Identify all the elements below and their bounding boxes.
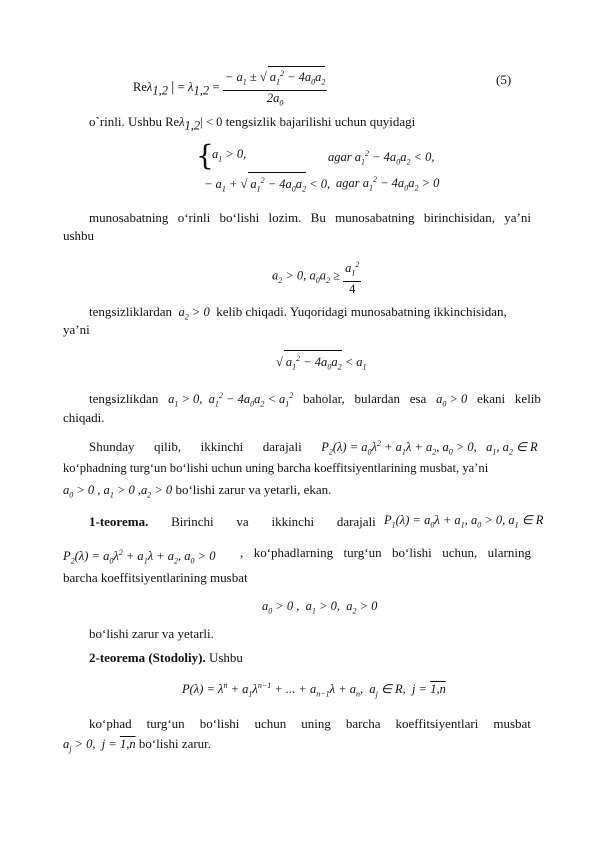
p5-poly: P — [321, 440, 329, 455]
paragraph-2-line-2: ushbu — [63, 228, 95, 243]
radicand-rest: − 4a — [283, 70, 312, 85]
theorem-2-title: 2-teorema (Stodoliy). — [89, 650, 206, 665]
p5-poly-rest: (λ) = a — [332, 440, 368, 455]
theorem-1-line-1 — [89, 514, 376, 530]
word: lozim. — [268, 210, 302, 225]
eq-sqrt-rhs: < a — [341, 355, 363, 370]
system-row-2: − $a_1$ + √ $a_1^2 - 4a_0a_2 < 0$, — [204, 172, 330, 198]
word: o‘rinli — [177, 210, 211, 225]
eq-a2-part2-mid: a — [319, 268, 326, 283]
equation-5: Reλ$_{1,2}$ | = $\lambda_{1,2}$ = $\frac{- a_1 \pm √ a_1^2 - 4a_0a_2}{2a_0}$ — [133, 66, 327, 110]
t1-line2-word: turg‘un — [343, 545, 382, 560]
system-row-1-condition: agar $a_1^2 - 4a_0a_2 < 0$, — [328, 149, 435, 167]
theorem-1-line-5: bo‘lishi zarur va yetarli. — [89, 626, 214, 641]
system-r1-left-rest: > 0, — [222, 147, 247, 161]
system-r2-left-rest: < 0, — [306, 177, 331, 192]
p4-word: kelib — [514, 391, 541, 407]
p5-word: darajali — [262, 439, 302, 455]
p1-after: tengsizlik bajarilishi uchun quyidagi — [222, 114, 416, 129]
t1-line2-word: uchun, — [442, 545, 478, 560]
p5-line3-tail: bo‘lishi zarur va yetarli, ekan. — [172, 482, 332, 497]
eq-sqrt-lhs: a — [285, 355, 293, 370]
t2-word: uning — [301, 716, 331, 731]
p1-inequality: < 0 — [206, 115, 223, 129]
eq-a2-part1: a — [272, 268, 279, 283]
system-r1-left: a — [212, 147, 219, 161]
t1-line2-word: bo‘lishi — [392, 545, 432, 560]
t2-word: turg‘un — [146, 716, 185, 731]
theorem-1-line-2-words — [240, 545, 531, 561]
eq-a2-frac-den: 4 — [349, 281, 356, 296]
paragraph-1: o`rinli. Ushbu Reλ$_{1,2}$| < 0 tengsizlik bajarilishi uchun quyidagi — [89, 114, 416, 133]
p5-word: Shunday — [89, 439, 135, 455]
t1-line2-word: ularning — [487, 545, 531, 560]
p3-rest: kelib chiqadi. Yuqoridagi munosabatning ikkinchisidan, — [216, 304, 507, 319]
paragraph-5-line-1: Shunday qilib, ikkinchi darajali $P_2(\lambda) = a_0\lambda^2 + a_1\lambda + a_2$, $a_0 > 0$, $a_1$, $a_2$ ∈ R — [89, 439, 538, 457]
paragraph-4-line-1: tengsizlikdan $a_1 > 0$, $a_1^2 - 4a_0a_2 < a_1^2$ baholar, bulardan esa $a_0 > 0$ ekani kelib — [89, 391, 541, 409]
theorem-1-line-3: barcha koeffitsiyentlarining musbat — [63, 570, 248, 585]
word: munosabatning — [89, 210, 169, 225]
t1-word: darajali — [336, 514, 376, 529]
theorem-2-line2-tail: bo‘lishi zarur. — [135, 736, 212, 751]
word: ya’ni — [504, 210, 531, 225]
system-brace: { — [196, 139, 214, 172]
radicand-a: a — [269, 70, 276, 85]
lambda-subscript: 1,2 — [152, 83, 168, 98]
equation-a2: $a_2 > 0$, $a_0a_2$ ≥ $\frac{a_1^2}{4}$ — [272, 260, 360, 296]
paragraph-3-line-2: ya’ni — [63, 322, 90, 337]
denominator: 2a — [266, 90, 280, 105]
paragraph-2-line-1 — [89, 210, 531, 226]
paragraph-3-line-1: tengsizliklardan $a_2 > 0$ kelib chiqadi. Yuqoridagi munosabatning ikkinchisidan, — [89, 304, 507, 322]
t2-word: koeffitsiyentlari — [395, 716, 479, 731]
eq-a2-geq: ≥ — [329, 268, 344, 283]
theorem-2-title-tail: Ushbu — [205, 650, 243, 665]
agar-word-1: agar — [328, 150, 352, 165]
lambda-subscript-2: 1,2 — [193, 83, 210, 98]
p4-word: baholar, — [303, 391, 345, 407]
p3-start: tengsizliklardan — [89, 304, 173, 319]
theorem-1-condition: $a_0 > 0$ , $a_1 > 0$, $a_2 > 0$ — [262, 599, 378, 616]
equation-5-fraction: $\frac{- a_1 \pm √ a_1^2 - 4a_0a_2}{2a_0}$ — [223, 66, 327, 110]
word: munosabatning — [335, 210, 415, 225]
paragraph-4-line-2: chiqadi. — [63, 410, 105, 425]
t1-word: va — [236, 514, 249, 529]
t2-word: barcha — [345, 716, 381, 731]
paragraph-5-line-3: $a_0 > 0$ , $a_1 > 0$ $,a_2 > 0$ bo‘lishi zarur va yetarli, ekan. — [63, 482, 332, 500]
theorem-1-line-2: $P_2(\lambda) = a_0\lambda^2 + a_1\lambda + a_2$, $a_0 > 0$ — [63, 548, 216, 566]
p4-word: bulardan — [354, 391, 400, 407]
equation-number: (5) — [496, 72, 512, 87]
word: birinchisidan, — [423, 210, 495, 225]
re-operator: Re — [133, 80, 147, 95]
p5-word: qilib, — [154, 439, 182, 455]
theorem-1-title: 1-teorema. — [89, 514, 149, 529]
theorem-2-poly-start: P(λ) = λ — [182, 682, 224, 697]
system-r1-cond-tail: < 0, — [410, 150, 435, 165]
p4-word: tengsizlikdan — [89, 391, 159, 407]
t2-word: bo‘lishi — [199, 716, 240, 731]
eq-a2-part1-rest: > 0, — [282, 268, 307, 283]
system-r1-cond: a — [354, 150, 361, 165]
p5-belongs: ∈ R — [512, 440, 538, 455]
theorem-2-poly: $P(\lambda) = \lambda^n + a_1\lambda^{n-1}$ + ... + $a_{n-1}\lambda + a_n$, $a_j$ ∈ R, j = 1,n — [182, 681, 446, 699]
t1-word: ikkinchi — [271, 514, 315, 529]
p5-word: ikkinchi — [200, 439, 244, 455]
system-r2-cond-tail: > 0 — [418, 176, 440, 191]
eq-a2-frac-num: a — [345, 261, 352, 276]
theorem-2-line-1 — [89, 716, 531, 732]
agar-word-2: agar — [336, 176, 360, 191]
system-r1-cond-rest: − 4a — [369, 150, 397, 165]
t1-line2-word: , — [240, 545, 244, 560]
p4-word: ekani — [477, 391, 506, 407]
theorem-2-title-line — [89, 650, 243, 666]
system-row-1: $a_1 > 0$, — [212, 147, 247, 164]
numerator-a: − a — [224, 70, 243, 85]
paragraph-5-line-2: ko‘phadning turg‘un bo‘lishi uchun uning barcha koeffitsiyentlarining musbat, ya’ni — [63, 461, 489, 475]
t2-word: ko‘phad — [89, 716, 132, 731]
p1-before: o`rinli. Ushbu — [89, 114, 166, 129]
p4-word: esa — [409, 391, 427, 407]
system-row-2-condition: agar $a_1^2 - 4a_0a_2 > 0$ — [336, 175, 440, 193]
eq-a2-part2: a — [309, 268, 316, 283]
t2-word: uchun — [254, 716, 287, 731]
theorem-2-line-2: $a_j > 0$, j = 1,n bo‘lishi zarur. — [63, 736, 212, 754]
t2-word: musbat — [493, 716, 531, 731]
equation-sqrt: √ $a_1^2 - 4a_0a_2 < a_1$ — [276, 350, 367, 376]
t1-line2-word: ko‘phadlarning — [253, 545, 334, 560]
t1-word: Birinchi — [171, 514, 214, 529]
theorem-1-poly-1: $P_1(\lambda) = a_0\lambda + a_1$, $a_0 > 0$, $a_1$ ∈ R — [384, 513, 544, 530]
word: Bu — [310, 210, 326, 225]
word: bo‘lishi — [219, 210, 260, 225]
system-r2-left: − a — [204, 177, 222, 192]
eq-a2-fraction: $\frac{a_1^2}{4}$ — [345, 260, 360, 296]
